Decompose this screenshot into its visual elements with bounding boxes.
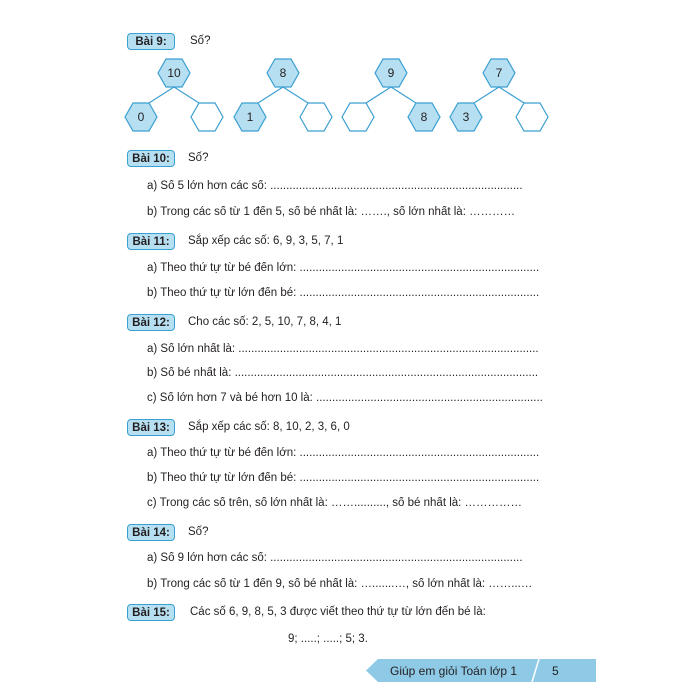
bond-line [499, 87, 524, 103]
book-title: Giúp em giỏi Toán lớp 1 [390, 664, 518, 678]
exercise-13-c: c) Trong các số trên, số lớn nhất là: …….........., số bé nhất là: …………… [147, 497, 523, 509]
exercise-13-question: Sắp xếp các số: 8, 10, 2, 3, 6, 0 [188, 421, 350, 433]
exercise-11-b: b) Theo thứ tự từ lớn đến bé: ........................................................................... [147, 287, 540, 299]
tree-3-top-value: 9 [387, 66, 395, 80]
exercise-9-question: Số? [190, 35, 211, 47]
exercise-15-answer: 9; .....; .....; 5; 3. [288, 633, 368, 645]
exercise-15-question: Các số 6, 9, 8, 5, 3 được viết theo thứ tự từ lớn đến bé là: [190, 606, 486, 618]
bond-line [283, 87, 308, 103]
exercise-label-12: Bài 12: [127, 314, 175, 331]
exercise-label-15: Bài 15: [127, 604, 175, 621]
bond-line [258, 87, 283, 103]
tree-1-top-value: 10 [167, 66, 181, 80]
tree-1-right-empty-hexagon[interactable] [191, 103, 223, 131]
exercise-12-c: c) Số lớn hơn 7 và bé hơn 10 là: ....................................................................... [147, 392, 543, 404]
page-number: 5 [552, 664, 559, 678]
tree-3-left-empty-hexagon[interactable] [342, 103, 374, 131]
tree-2-top-value: 8 [279, 66, 287, 80]
exercise-label-9: Bài 9: [127, 33, 175, 50]
bond-line [391, 87, 416, 103]
exercise-label-11: Bài 11: [127, 233, 175, 250]
tree-3-right-value: 8 [420, 110, 428, 124]
tree-1-left-value: 0 [137, 110, 145, 124]
exercise-13-a: a) Theo thứ tự từ bé đến lớn: ........................................................................... [147, 447, 540, 459]
exercise-12-question: Cho các số: 2, 5, 10, 7, 8, 4, 1 [188, 316, 342, 328]
exercise-13-b: b) Theo thứ tự từ lớn đến bé: ........................................................................... [147, 472, 540, 484]
exercise-10-a: a) Số 5 lớn hơn các số: ............................................................................... [147, 180, 523, 192]
exercise-label-14: Bài 14: [127, 524, 175, 541]
bond-line [366, 87, 391, 103]
footer-band [366, 659, 596, 682]
exercise-12-a: a) Số lớn nhất là: .............................................................................................. [147, 343, 539, 355]
exercise-label-13: Bài 13: [127, 419, 175, 436]
tree-2-right-empty-hexagon[interactable] [300, 103, 332, 131]
bond-line [149, 87, 174, 103]
exercise-14-b: b) Trong các số từ 1 đến 9, số bé nhất là: ….......…, số lớn nhất là: ……...… [147, 578, 533, 590]
bond-line [174, 87, 199, 103]
exercise-10-b: b) Trong các số từ 1 đến 5, số bé nhất là: ……., số lớn nhất là: ………… [147, 206, 516, 218]
tree-2-left-value: 1 [246, 110, 254, 124]
tree-4-top-value: 7 [495, 66, 503, 80]
exercise-label-10: Bài 10: [127, 150, 175, 167]
exercise-14-question: Số? [188, 526, 209, 538]
exercise-14-a: a) Số 9 lớn hơn các số: ............................................................................... [147, 552, 523, 564]
tree-4-right-empty-hexagon[interactable] [516, 103, 548, 131]
tree-4-left-value: 3 [462, 110, 470, 124]
exercise-11-a: a) Theo thứ tự từ bé đến lớn: ........................................................................... [147, 262, 540, 274]
exercise-10-question: Số? [188, 152, 209, 164]
number-bond-diagrams [0, 0, 682, 160]
exercise-11-question: Sắp xếp các số: 6, 9, 3, 5, 7, 1 [188, 235, 344, 247]
exercise-12-b: b) Số bé nhất là: ............................................................................................... [147, 367, 539, 379]
bond-line [474, 87, 499, 103]
